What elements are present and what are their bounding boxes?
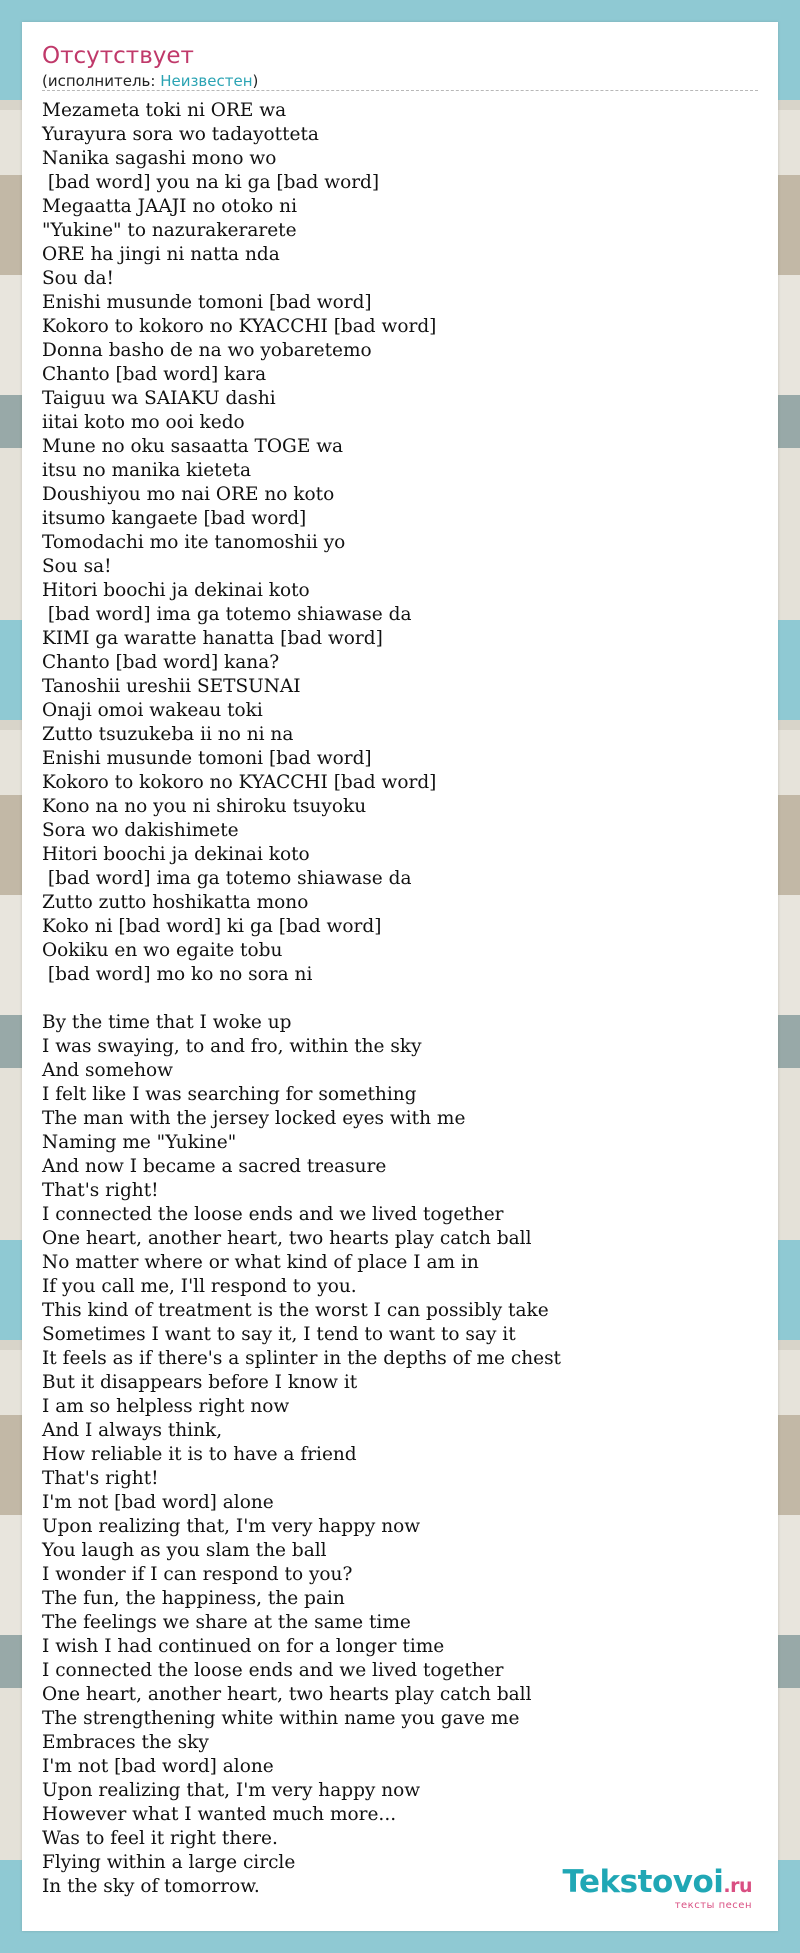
lyric-line: Kokoro to kokoro no KYACCHI [bad word] bbox=[42, 316, 437, 337]
lyric-line: Sometimes I want to say it, I tend to want to say it bbox=[42, 1324, 516, 1345]
lyric-line: The strengthening white within name you gave me bbox=[42, 1708, 520, 1729]
lyric-line: In the sky of tomorrow. bbox=[42, 1876, 260, 1897]
lyric-line bbox=[42, 987, 561, 1011]
lyric-line: How reliable it is to have a friend bbox=[42, 1444, 357, 1465]
logo-name: Tekstovoi bbox=[562, 1864, 724, 1900]
lyric-line: The feelings we share at the same time bbox=[42, 1612, 411, 1633]
lyric-line: Kono na no you ni shiroku tsuyoku bbox=[42, 796, 367, 817]
lyric-line: Taiguu wa SAIAKU dashi bbox=[42, 388, 276, 409]
lyric-line: Onaji omoi wakeau toki bbox=[42, 700, 263, 721]
lyric-line: Megaatta JAAJI no otoko ni bbox=[42, 196, 298, 217]
lyric-line: Enishi musunde tomoni [bad word] bbox=[42, 748, 372, 769]
lyric-line: I was swaying, to and fro, within the sky bbox=[42, 1036, 422, 1057]
lyric-line: Sou da! bbox=[42, 268, 114, 289]
lyric-line: One heart, another heart, two hearts play catch ball bbox=[42, 1684, 532, 1705]
lyric-line: I wonder if I can respond to you? bbox=[42, 1564, 353, 1585]
artist-line bbox=[42, 71, 258, 91]
logo-tld: .ru bbox=[723, 1875, 752, 1897]
lyric-line: Upon realizing that, I'm very happy now bbox=[42, 1516, 421, 1537]
lyric-line: Flying within a large circle bbox=[42, 1852, 296, 1873]
lyric-line: And now I became a sacred treasure bbox=[42, 1156, 387, 1177]
lyric-line: I am so helpless right now bbox=[42, 1396, 290, 1417]
lyric-line: [bad word] ima ga totemo shiawase da bbox=[42, 604, 412, 625]
lyric-line: Zutto zutto hoshikatta mono bbox=[42, 892, 309, 913]
lyric-line: Doushiyou mo nai ORE no koto bbox=[42, 484, 335, 505]
lyric-line: Koko ni [bad word] ki ga [bad word] bbox=[42, 916, 382, 937]
lyric-line: And somehow bbox=[42, 1060, 174, 1081]
lyric-line: I'm not [bad word] alone bbox=[42, 1756, 274, 1777]
lyric-line: That's right! bbox=[42, 1468, 159, 1489]
lyric-line: Chanto [bad word] kara bbox=[42, 364, 267, 385]
song-title: Отсутствует bbox=[42, 43, 194, 69]
lyric-line: It feels as if there's a splinter in the depths of me chest bbox=[42, 1348, 561, 1369]
lyric-line: Hitori boochi ja dekinai koto bbox=[42, 844, 310, 865]
lyric-line: And I always think, bbox=[42, 1420, 223, 1441]
lyric-line: Chanto [bad word] kana? bbox=[42, 652, 280, 673]
lyric-line: By the time that I woke up bbox=[42, 1012, 292, 1033]
lyric-line: I wish I had continued on for a longer time bbox=[42, 1636, 445, 1657]
lyrics-card bbox=[22, 22, 778, 1931]
artist-prefix: (исполнитель: bbox=[42, 72, 161, 90]
lyric-line: That's right! bbox=[42, 1180, 159, 1201]
lyric-line: [bad word] ima ga totemo shiawase da bbox=[42, 868, 412, 889]
lyric-line: I connected the loose ends and we lived together bbox=[42, 1204, 504, 1225]
lyric-line: Embraces the sky bbox=[42, 1732, 209, 1753]
lyric-line: I connected the loose ends and we lived together bbox=[42, 1660, 504, 1681]
lyric-line: Hitori boochi ja dekinai koto bbox=[42, 580, 310, 601]
lyric-line: No matter where or what kind of place I am in bbox=[42, 1252, 479, 1273]
divider bbox=[42, 90, 758, 91]
lyric-line: Nanika sagashi mono wo bbox=[42, 148, 277, 169]
lyric-line: iitai koto mo ooi kedo bbox=[42, 412, 245, 433]
site-logo[interactable] bbox=[563, 1865, 753, 1911]
lyric-line: The fun, the happiness, the pain bbox=[42, 1588, 345, 1609]
lyric-line: [bad word] mo ko no sora ni bbox=[42, 964, 313, 985]
lyrics-text bbox=[42, 99, 561, 1899]
lyric-line: I'm not [bad word] alone bbox=[42, 1492, 274, 1513]
lyric-line: Mune no oku sasaatta TOGE wa bbox=[42, 436, 344, 457]
lyric-line: Mezameta toki ni ORE wa bbox=[42, 100, 287, 121]
lyric-line: ORE ha jingi ni natta nda bbox=[42, 244, 280, 265]
lyric-line: Naming me "Yukine" bbox=[42, 1132, 237, 1153]
lyric-line: Yurayura sora wo tadayotteta bbox=[42, 124, 319, 145]
lyric-line: [bad word] you na ki ga [bad word] bbox=[42, 172, 380, 193]
lyric-line: Was to feel it right there. bbox=[42, 1828, 278, 1849]
lyric-line: Upon realizing that, I'm very happy now bbox=[42, 1780, 421, 1801]
artist-link[interactable]: Неизвестен bbox=[160, 72, 253, 90]
lyric-line: The man with the jersey locked eyes with me bbox=[42, 1108, 466, 1129]
lyric-line: KIMI ga waratte hanatta [bad word] bbox=[42, 628, 383, 649]
lyric-line: You laugh as you slam the ball bbox=[42, 1540, 327, 1561]
lyric-line: But it disappears before I know it bbox=[42, 1372, 358, 1393]
lyric-line: Ookiku en wo egaite tobu bbox=[42, 940, 283, 961]
lyric-line: One heart, another heart, two hearts play catch ball bbox=[42, 1228, 532, 1249]
lyric-line: Sora wo dakishimete bbox=[42, 820, 239, 841]
lyric-line: itsu no manika kieteta bbox=[42, 460, 252, 481]
lyric-line: Enishi musunde tomoni [bad word] bbox=[42, 292, 372, 313]
lyric-line: This kind of treatment is the worst I can possibly take bbox=[42, 1300, 549, 1321]
lyric-line: Zutto tsuzukeba ii no ni na bbox=[42, 724, 294, 745]
lyric-line: Kokoro to kokoro no KYACCHI [bad word] bbox=[42, 772, 437, 793]
lyric-line: Donna basho de na wo yobaretemo bbox=[42, 340, 372, 361]
lyric-line: Tanoshii ureshii SETSUNAI bbox=[42, 676, 301, 697]
lyric-line: itsumo kangaete [bad word] bbox=[42, 508, 307, 529]
logo-tagline: тексты песен bbox=[674, 1900, 752, 1911]
lyric-line: Sou sa! bbox=[42, 556, 112, 577]
lyric-line: I felt like I was searching for something bbox=[42, 1084, 417, 1105]
artist-suffix: ) bbox=[252, 72, 259, 90]
lyric-line: If you call me, I'll respond to you. bbox=[42, 1276, 357, 1297]
lyric-line: However what I wanted much more... bbox=[42, 1804, 397, 1825]
lyric-line: Tomodachi mo ite tanomoshii yo bbox=[42, 532, 346, 553]
lyric-line: "Yukine" to nazurakerarete bbox=[42, 220, 297, 241]
